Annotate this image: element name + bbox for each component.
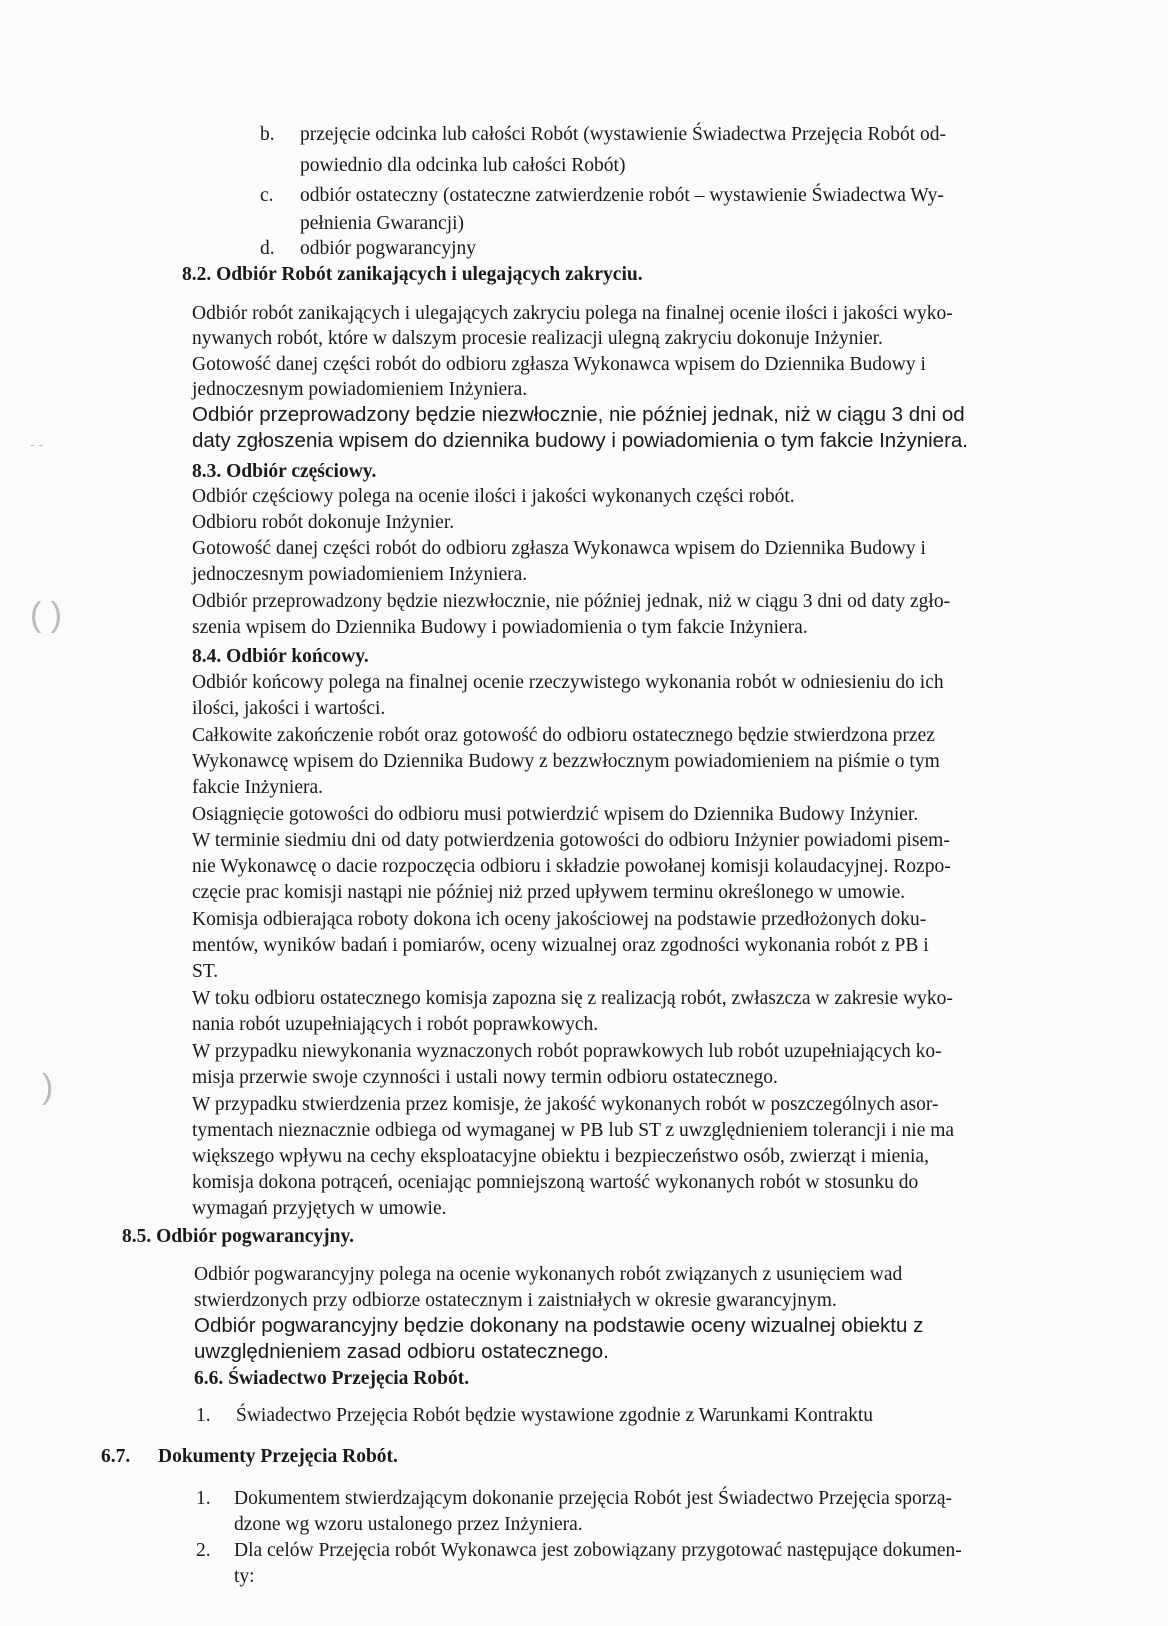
doc-line: odbiór ostateczny (ostateczne zatwierdzenie robót – wystawienie Świadectwa Wy-	[300, 185, 944, 206]
list-marker-b: b.	[260, 124, 275, 145]
doc-line: Całkowite zakończenie robót oraz gotowość do odbioru ostatecznego będzie stwierdzona przez	[192, 725, 935, 746]
list-marker-2: 2.	[196, 1540, 211, 1561]
doc-line: Odbiór końcowy polega na finalnej ocenie rzeczywistego wykonania robót w odniesieniu do ich	[192, 672, 944, 693]
doc-line: uwzględnieniem zasad odbioru ostatecznego.	[194, 1340, 609, 1363]
doc-line: Osiągnięcie gotowości do odbioru musi potwierdzić wpisem do Dziennika Budowy Inżynier.	[192, 804, 919, 825]
doc-line: daty zgłoszenia wpisem do dziennika budowy i powiadomienia o tym fakcie Inżyniera.	[192, 429, 968, 452]
doc-line: jednoczesnym powiadomieniem Inżyniera.	[192, 564, 528, 585]
doc-line: Odbiór pogwarancyjny będzie dokonany na podstawie oceny wizualnej obiektu z	[194, 1314, 924, 1337]
doc-line: tymentach nieznacznie odbiega od wymaganej w PB lub ST z uwzględnieniem tolerancji i nie ma	[192, 1120, 955, 1141]
list-marker-d: d.	[260, 238, 275, 259]
doc-line: powiednio dla odcinka lub całości Robót)	[300, 155, 626, 176]
doc-line: Gotowość danej części robót do odbioru zgłasza Wykonawca wpisem do Dziennika Budowy i	[192, 354, 926, 375]
section-heading-8-3: 8.3. Odbiór częściowy.	[192, 461, 377, 482]
list-marker-1: 1.	[196, 1488, 211, 1509]
doc-line: Świadectwo Przejęcia Robót będzie wystawione zgodnie z Warunkami Kontraktu	[236, 1405, 874, 1426]
doc-line: Odbioru robót dokonuje Inżynier.	[192, 512, 455, 533]
doc-line: Dla celów Przejęcia robót Wykonawca jest zobowiązany przygotować następujące dokumen-	[234, 1540, 962, 1561]
doc-line: Dokumentem stwierdzającym dokonanie przejęcia Robót jest Świadectwo Przejęcia sporzą-	[234, 1488, 952, 1509]
doc-line: fakcie Inżyniera.	[192, 777, 323, 798]
doc-line: szenia wpisem do Dziennika Budowy i powiadomienia o tym fakcie Inżyniera.	[192, 617, 808, 638]
list-marker-c: c.	[260, 185, 274, 206]
section-heading-8-5: 8.5. Odbiór pogwarancyjny.	[122, 1226, 355, 1247]
margin-mark: - -	[30, 436, 44, 452]
section-heading-8-4: 8.4. Odbiór końcowy.	[192, 646, 369, 667]
doc-line: W toku odbioru ostatecznego komisja zapozna się z realizacją robót, zwłaszcza w zakresie wyko-	[192, 988, 953, 1009]
doc-line: Odbiór przeprowadzony będzie niezwłocznie, nie później jednak, niż w ciągu 3 dni od daty zgło-	[192, 591, 951, 612]
doc-line: W przypadku stwierdzenia przez komisje, że jakość wykonanych robót w poszczególnych asor-	[192, 1094, 939, 1115]
list-marker-1: 1.	[196, 1405, 211, 1426]
section-heading-6-7: Dokumenty Przejęcia Robót.	[158, 1446, 398, 1467]
doc-line: Wykonawcę wpisem do Dziennika Budowy z bezzwłocznym powiadomieniem na piśmie o tym	[192, 751, 940, 772]
punch-hole-lower: )	[42, 1068, 54, 1106]
doc-line: mentów, wyników badań i pomiarów, oceny wizualnej oraz zgodności wykonania robót z PB i	[192, 935, 929, 956]
section-number-6-7: 6.7.	[101, 1446, 131, 1467]
doc-line: ty:	[234, 1566, 255, 1587]
doc-line: komisja dokona potrąceń, oceniając pomniejszoną wartość wykonanych robót w stosunku do	[192, 1172, 919, 1193]
doc-line: jednoczesnym powiadomieniem Inżyniera.	[192, 379, 528, 400]
doc-line: Odbiór robót zanikających i ulegających zakryciu polega na finalnej ocenie ilości i jakości wyko-	[192, 303, 953, 324]
doc-line: odbiór pogwarancyjny	[300, 238, 476, 259]
doc-line: Gotowość danej części robót do odbioru zgłasza Wykonawca wpisem do Dziennika Budowy i	[192, 538, 926, 559]
doc-line: większego wpływu na cechy eksploatacyjne obiektu i bezpieczeństwo osób, zwierząt i mienia,	[192, 1146, 929, 1167]
doc-line: misja przerwie swoje czynności i ustali nowy termin odbioru ostatecznego.	[192, 1067, 778, 1088]
doc-line: częcie prac komisji nastąpi nie później niż przed upływem terminu określonego w umowie.	[192, 882, 906, 903]
doc-line: W przypadku niewykonania wyznaczonych robót poprawkowych lub robót uzupełniających ko-	[192, 1041, 942, 1062]
doc-line: Komisja odbierająca roboty dokona ich oceny jakościowej na podstawie przedłożonych doku-	[192, 909, 927, 930]
doc-line: przejęcie odcinka lub całości Robót (wystawienie Świadectwa Przejęcia Robót od-	[300, 124, 946, 145]
doc-line: nie Wykonawcę o dacie rozpoczęcia odbioru i składzie powołanej komisji kolaudacyjnej. Rozpo-	[192, 856, 951, 877]
doc-line: nania robót uzupełniających i robót poprawkowych.	[192, 1014, 599, 1035]
doc-line: stwierdzonych przy odbiorze ostatecznym i zaistniałych w okresie gwarancyjnym.	[194, 1290, 837, 1311]
doc-line: W terminie siedmiu dni od daty potwierdzenia gotowości do odbioru Inżynier powiadomi pisem-	[192, 830, 950, 851]
doc-line: ST.	[192, 961, 219, 982]
doc-line: Odbiór częściowy polega na ocenie ilości i jakości wykonanych części robót.	[192, 486, 795, 507]
doc-line: Odbiór przeprowadzony będzie niezwłocznie, nie później jednak, niż w ciągu 3 dni od	[192, 403, 965, 426]
punch-hole-upper: ( )	[30, 596, 63, 634]
doc-line: wymagań przyjętych w umowie.	[192, 1198, 447, 1219]
doc-line: pełnienia Gwarancji)	[300, 213, 465, 234]
doc-line: dzone wg wzoru ustalonego przez Inżyniera.	[234, 1514, 583, 1535]
section-heading-8-2: 8.2. Odbiór Robót zanikających i ulegających zakryciu.	[182, 264, 643, 285]
doc-line: nywanych robót, które w dalszym procesie realizacji ulegną zakryciu dokonuje Inżynier.	[192, 328, 883, 349]
doc-line: ilości, jakości i wartości.	[192, 698, 386, 719]
doc-line: Odbiór pogwarancyjny polega na ocenie wykonanych robót związanych z usunięciem wad	[194, 1264, 903, 1285]
section-heading-6-6: 6.6. Świadectwo Przejęcia Robót.	[194, 1368, 470, 1389]
